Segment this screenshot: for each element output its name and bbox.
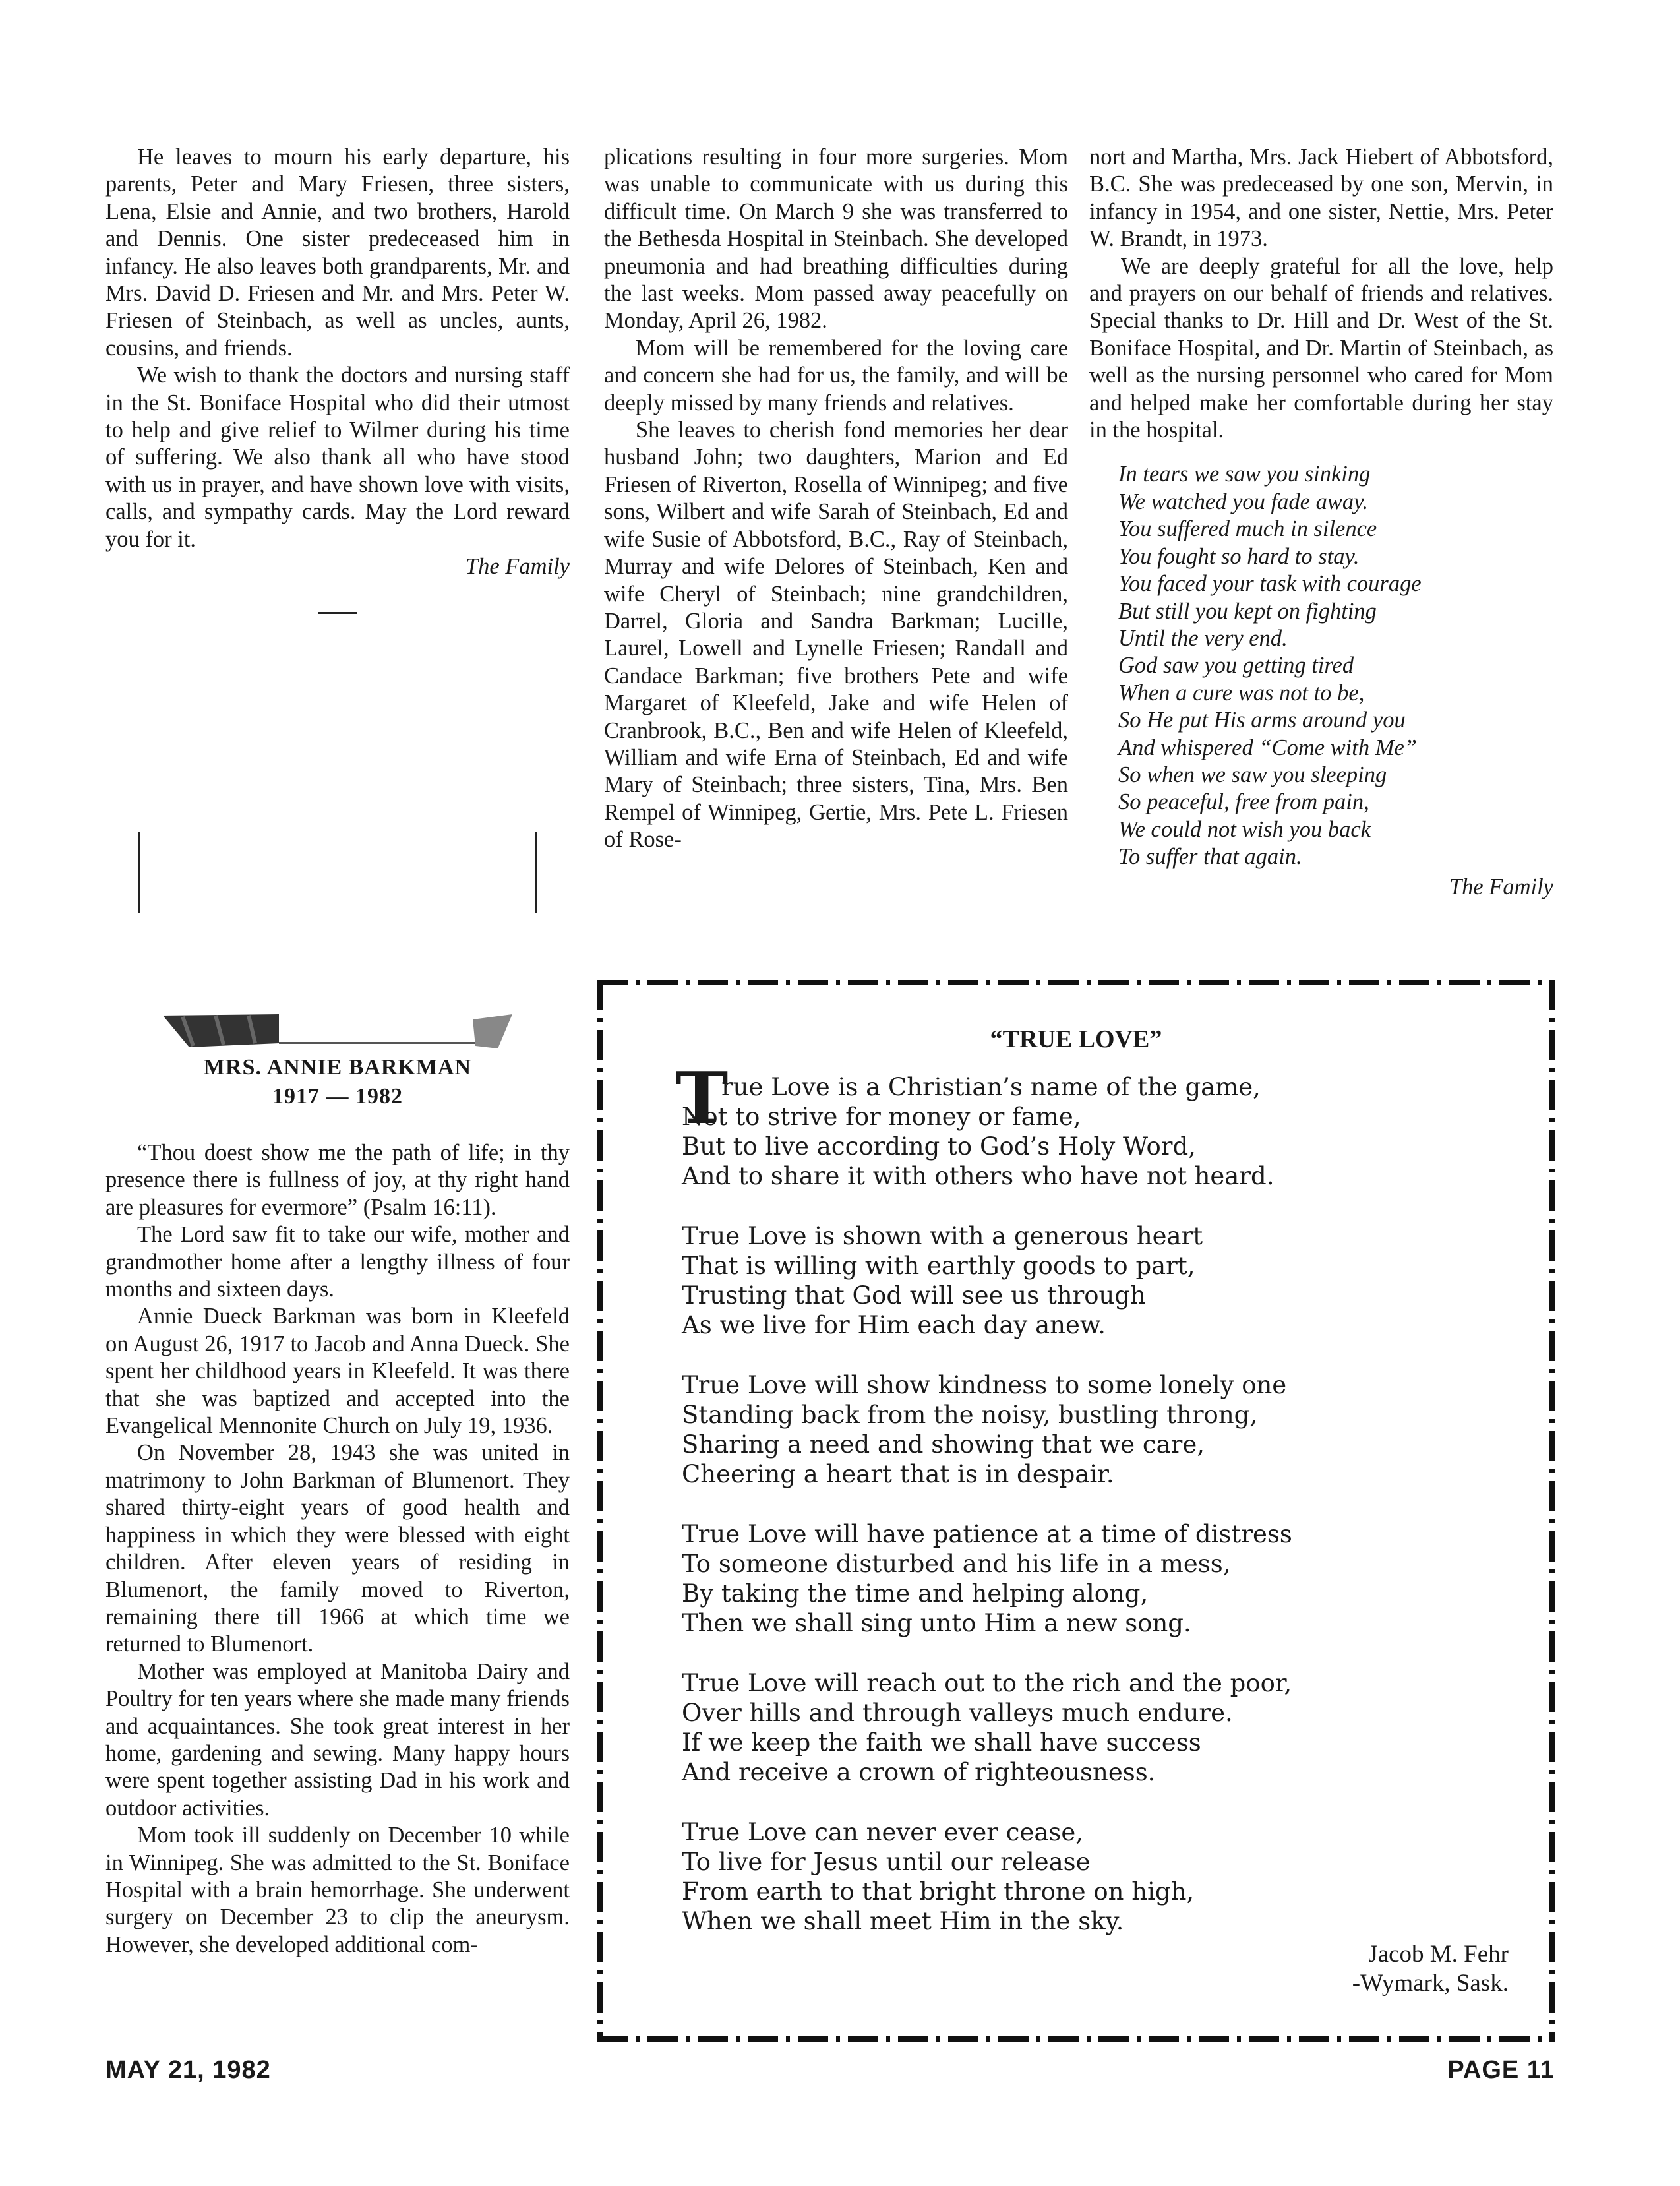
paragraph: He leaves to mourn his early departure, his parents, Peter and Mary Friesen, three sisters, Lena, Elsie and Annie, and two brothers, Harold and Dennis. One sister predeceased him in infancy. He also leaves both grandparents, Mr. and Mrs. David D. Friesen and Mr. and Mrs. Peter W. Friesen of Steinbach, as well as uncles, aunts, cousins, and friends. <box>105 144 570 361</box>
poem-line: God saw you getting tired <box>1118 653 1354 679</box>
poem-stanza <box>682 1668 1526 1787</box>
poem-title: “TRUE LOVE” <box>990 1025 1162 1053</box>
poem-line: True Love is shown with a generous heart <box>682 1222 1203 1250</box>
separator-rule <box>318 612 357 614</box>
poem-line: So when we saw you sleeping <box>1118 762 1387 787</box>
poem-line: Trusting that God will see us through <box>682 1281 1146 1310</box>
paragraph: She leaves to cherish fond memories her dear husband John; two daughters, Marion and Ed Friesen of Riverton, Rosella of Winnipeg; and five sons, Wilbert and wife Sarah of Steinbach, Ed and wife Susie of Abbotsford, B.C., Ray of Steinbach, Murray and wife Delores of Steinbach, Ken and wife Cheryl of Steinbach; nine grandchildren, Darrel, Gloria and Sandra Barkman; Lucille, Laurel, Lowell and Lynelle Friesen; Randall and Candace Barkman; five brothers Pete and wife Margaret of Kleefeld, Jake and wife Helen of Cranbrook, B.C., Ben and wife Helen of Kleefeld, William and wife Erna of Steinbach, Ed and wife Mary of Steinbach; three sisters, Tina, Mrs. Ben Rempel of Winnipeg, Gertie, Mrs. Pete L. Friesen of Rose- <box>604 417 1068 853</box>
paragraph: Mother was employed at Manitoba Dairy and Poultry for ten years where she made many friends and acquaintances. She took great interest in her home, gardening and sewing. Many happy hours were spent together assisting Dad in his work and outdoor activities. <box>105 1658 570 1821</box>
obituary-years: 1917 — 1982 <box>272 1084 403 1108</box>
poem-line: But still you kept on fighting <box>1118 598 1377 624</box>
poem-line: True Love will reach out to the rich and the poor, <box>682 1669 1292 1697</box>
poem-stanza <box>682 1370 1526 1489</box>
paragraph: nort and Martha, Mrs. Jack Hiebert of Abbotsford, B.C. She was predeceased by one son, Mervin, in infancy in 1954, and one sister, Nettie, Mrs. Peter W. Brandt, in 1973. <box>1089 144 1553 252</box>
drop-cap: T <box>675 1057 729 1140</box>
poem-line: Then we shall sing unto Him a new song. <box>682 1609 1191 1637</box>
poem-line: That is willing with earthly goods to part, <box>682 1252 1195 1280</box>
poem-line: We watched you fade away. <box>1118 489 1369 514</box>
poem-stanza <box>682 1519 1526 1638</box>
box-border-left <box>597 980 603 2042</box>
poem-line: Not to strive for money or fame, <box>682 1103 1081 1131</box>
paragraph: Annie Dueck Barkman was born in Kleefeld on August 26, 1917 to Jacob and Anna Dueck. She spent her childhood years in Kleefeld. It was there that she was baptized and accepted into the Evangelical Mennonite Church on July 19, 1936. <box>105 1304 570 1439</box>
poem-line: Cheering a heart that is in despair. <box>682 1460 1114 1488</box>
poem-line: And receive a crown of righteousness. <box>682 1758 1156 1786</box>
poem-line: True Love will show kindness to some lonely one <box>682 1371 1287 1399</box>
poem-stanza <box>682 1817 1526 1936</box>
paragraph: plications resulting in four more surgeries. Mom was unable to communicate with us during this difficult time. On March 9 she was transferred to the Bethesda Hospital in Steinbach. She developed pneumonia and had breathing difficulties during the last weeks. Mom passed away peacefully on Monday, April 26, 1982. <box>604 144 1068 334</box>
obituary-column-3 <box>1089 144 1553 901</box>
obituary-name: MRS. ANNIE BARKMAN <box>203 1055 472 1079</box>
poem-line: And whispered “Come with Me” <box>1118 735 1417 760</box>
paragraph: Mom took ill suddenly on December 10 while in Winnipeg. She was admitted to the St. Boniface Hospital with a brain hemorrhage. She underwent surgery on December 23 to clip the aneurysm. However, she developed additional com- <box>105 1823 570 1957</box>
poem-line: To suffer that again. <box>1118 844 1302 870</box>
author-name: Jacob M. Fehr <box>1368 1941 1509 1968</box>
poem-line: To live for Jesus until our release <box>682 1848 1091 1876</box>
poem-line: If we keep the faith we shall have success <box>682 1728 1201 1757</box>
memorial-poem <box>1118 461 1553 870</box>
poem-line: rue Love is a Christian’s name of the game, <box>721 1073 1261 1101</box>
paragraph: The Lord saw fit to take our wife, mother and grandmother home after a lengthy illness of four months and sixteen days. <box>105 1222 570 1302</box>
paragraph: We are deeply grateful for all the love, help and prayers on our behalf of friends and relatives. Special thanks to Dr. Hill and Dr. West of the St. Boniface Hospital, and Dr. Martin of Steinbach, as well as the nursing personnel who cared for Mom and helped make her comfortable during her stay in the hospital. <box>1089 253 1553 443</box>
poem-stanza <box>675 1057 1526 1191</box>
photo-strip <box>163 1013 512 1048</box>
box-border-bottom <box>597 2036 1555 2042</box>
poem-line: In tears we saw you sinking <box>1118 462 1371 487</box>
signature: The Family <box>1449 874 1553 899</box>
paragraph: “Thou doest show me the path of life; in thy presence there is fullness of joy, at thy right hand are pleasures for evermore” (Psalm 16:11). <box>105 1140 570 1220</box>
poem-line: As we live for Him each day anew. <box>682 1311 1106 1339</box>
paragraph: On November 28, 1943 she was united in matrimony to John Barkman of Blumenort. They shared thirty-eight years of good health and happiness in which they were blessed with eight children. After eleven years of residing in Blumenort, the family moved to Riverton, remaining there till 1966 at which time we returned to Blumenort. <box>105 1440 570 1657</box>
poem-author <box>1352 1940 1509 1998</box>
footer-date: MAY 21, 1982 <box>105 2056 271 2084</box>
poem-line: Sharing a need and showing that we care, <box>682 1430 1205 1459</box>
poem-line: You fought so hard to stay. <box>1118 543 1360 569</box>
poem-line: But to live according to God’s Holy Word, <box>682 1132 1196 1161</box>
author-location: -Wymark, Sask. <box>1352 1970 1509 1997</box>
poem-line: True Love will have patience at a time of distress <box>682 1520 1292 1548</box>
paragraph: We wish to thank the doctors and nursing staff in the St. Boniface Hospital who did their utmost to help and give relief to Wilmer during his time of suffering. We also thank all who have stood with us in prayer, and have shown love with visits, calls, and sympathy cards. May the Lord reward you for it. <box>105 363 570 552</box>
obituary-column-2 <box>604 144 1068 854</box>
previous-obituary-column <box>105 144 570 581</box>
poem-line: You suffered much in silence <box>1118 516 1377 542</box>
poem-stanza <box>682 1221 1526 1340</box>
poem-line: So peaceful, free from pain, <box>1118 789 1369 815</box>
poem-line: We could not wish you back <box>1118 816 1371 842</box>
box-border-top <box>597 980 1555 985</box>
poem-line: To someone disturbed and his life in a mess, <box>682 1550 1231 1578</box>
obituary-column-1 <box>105 1139 570 1958</box>
poem-line: When we shall meet Him in the sky. <box>682 1907 1124 1935</box>
poem-stanzas <box>682 1221 1526 1936</box>
paragraph: Mom will be remembered for the loving care and concern she had for us, the family, and will be deeply missed by many friends and relatives. <box>604 335 1068 415</box>
poem-line: From earth to that bright throne on high, <box>682 1877 1195 1906</box>
true-love-poem <box>675 1057 1526 1966</box>
poem-line: So He put His arms around you <box>1118 708 1406 733</box>
poem-line: And to share it with others who have not heard. <box>682 1162 1275 1190</box>
signature: The Family <box>465 554 570 580</box>
footer-page: PAGE 11 <box>1447 2056 1555 2084</box>
true-love-box <box>597 980 1555 2042</box>
poem-line: Until the very end. <box>1118 625 1288 651</box>
poem-line: Standing back from the noisy, bustling throng, <box>682 1401 1258 1429</box>
photo-frame-left <box>138 832 140 913</box>
poem-line: When a cure was not to be, <box>1118 680 1365 706</box>
poem-line: By taking the time and helping along, <box>682 1579 1149 1608</box>
poem-line: Over hills and through valleys much endure. <box>682 1699 1233 1727</box>
box-border-right <box>1549 980 1555 2042</box>
photo-frame-right <box>535 832 537 913</box>
poem-line: True Love can never ever cease, <box>682 1818 1084 1846</box>
poem-line: You faced your task with courage <box>1118 571 1422 597</box>
